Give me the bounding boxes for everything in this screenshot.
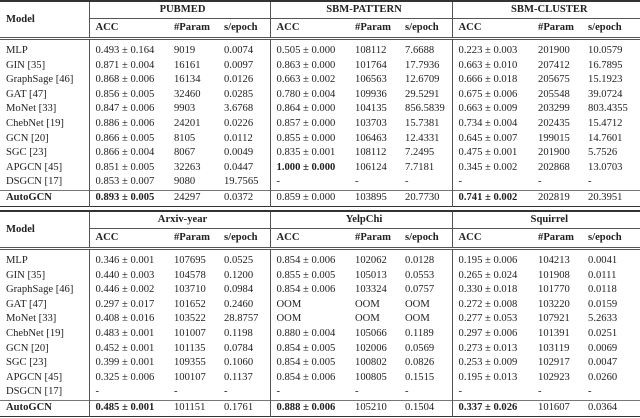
table-row [0, 400, 640, 416]
table-cell: 0.0251 [588, 327, 618, 339]
table-cell: 101391 [538, 327, 570, 339]
model-name: MLP [6, 255, 28, 266]
table-cell: 7.6688 [405, 45, 435, 56]
table-cell: 0.0118 [588, 284, 617, 296]
table-row [0, 190, 640, 206]
table-cell: 0.854 ± 0.006 [270, 371, 349, 386]
table-cell: 102917 [538, 357, 570, 369]
table-cell: 0.0111 [588, 269, 617, 281]
table-cell: 8067 [174, 147, 196, 159]
table-cell: 0.1200 [224, 269, 254, 281]
table-cell: 107921 [538, 313, 570, 325]
table-cell: 12.4331 [405, 132, 440, 144]
table-cell: 0.253 ± 0.009 [452, 356, 532, 371]
table-cell: 101007 [174, 327, 206, 339]
table-cell: 0.854 ± 0.005 [270, 342, 349, 357]
table-cell: 0.345 ± 0.002 [452, 161, 532, 176]
table-cell: 0.0074 [224, 45, 254, 56]
table-row [0, 117, 640, 132]
table-row [0, 269, 640, 284]
table-cell: 101764 [355, 59, 387, 71]
table-cell: OOM [270, 312, 349, 327]
table-cell: 101135 [174, 342, 206, 354]
column-header: s/epoch [405, 22, 439, 33]
table-cell: 19.7565 [224, 176, 259, 188]
column-header: ACC [89, 19, 168, 39]
table-cell: 32460 [174, 88, 201, 100]
table-cell: 0.1060 [224, 357, 254, 369]
model-name: DSGCN [17] [6, 176, 63, 188]
table-row [0, 298, 640, 313]
column-header: s/epoch [588, 232, 622, 243]
model-name: GIN [35] [6, 269, 46, 281]
table-cell: 9903 [174, 103, 196, 115]
table-cell: 0.854 ± 0.005 [270, 356, 349, 371]
table-cell: OOM [405, 298, 430, 310]
table-row [0, 88, 640, 103]
table-cell: 0.195 ± 0.006 [452, 249, 532, 269]
table-cell: 0.0525 [224, 255, 254, 266]
table-cell: 0.346 ± 0.001 [89, 249, 168, 269]
table-cell: 10.0579 [588, 45, 623, 56]
table-row [0, 356, 640, 371]
table-cell: 0.223 ± 0.003 [452, 39, 532, 59]
table-cell: 0.493 ± 0.164 [89, 39, 168, 59]
results-table-2 [0, 210, 640, 417]
column-header: ACC [89, 229, 168, 249]
table-cell: 199015 [538, 132, 570, 144]
table-cell: 0.399 ± 0.001 [89, 356, 168, 371]
table-cell: 856.5839 [405, 103, 445, 115]
table-cell: 0.0553 [405, 269, 435, 281]
table-cell: 203299 [538, 103, 570, 115]
table-cell: 101607 [538, 401, 570, 413]
table-cell: 20.3951 [588, 191, 623, 203]
table-cell: 202819 [538, 191, 570, 203]
table-cell: 0.485 ± 0.001 [89, 400, 168, 416]
table-cell: 0.0226 [224, 117, 254, 129]
table-cell: 0.1504 [405, 401, 435, 413]
table-cell: 0.0285 [224, 88, 254, 100]
table-cell: 0.277 ± 0.053 [452, 312, 532, 327]
table-cell: 101151 [174, 401, 206, 413]
model-name: MoNet [33] [6, 103, 57, 115]
table-cell: 0.871 ± 0.004 [89, 59, 168, 74]
column-header: ACC [452, 229, 532, 249]
table-cell: 0.866 ± 0.005 [89, 132, 168, 147]
table-cell: 100802 [355, 357, 387, 369]
table-cell: 101652 [174, 298, 206, 310]
table-cell: - [270, 175, 349, 190]
table-cell: 28.8757 [224, 313, 259, 325]
model-name: GCN [20] [6, 342, 49, 354]
dataset-header: YelpChi [270, 211, 452, 229]
table-cell: 14.7601 [588, 132, 623, 144]
table-cell: 0.483 ± 0.001 [89, 327, 168, 342]
table-cell: 16.7895 [588, 59, 623, 71]
column-header: #Param [174, 22, 210, 33]
table-cell: 101770 [538, 284, 570, 296]
table-cell: 0.835 ± 0.001 [270, 146, 349, 161]
table-cell: 7.7181 [405, 161, 435, 173]
table-row [0, 132, 640, 147]
table-row [0, 371, 640, 386]
model-name: APGCN [45] [6, 371, 63, 383]
model-name: GraphSage [46] [6, 284, 74, 296]
table-cell: 104135 [355, 103, 387, 115]
table-cell: 108112 [355, 45, 387, 56]
table-cell: 0.741 ± 0.002 [452, 190, 532, 206]
table-cell: - [174, 386, 178, 398]
table-cell: 0.330 ± 0.018 [452, 283, 532, 298]
table-cell: 0.866 ± 0.004 [89, 146, 168, 161]
table-cell: 103895 [355, 191, 387, 203]
table-cell: 0.666 ± 0.018 [452, 73, 532, 88]
table-cell: 103220 [538, 298, 570, 310]
table-cell: 202868 [538, 161, 570, 173]
table-cell: 0.888 ± 0.006 [270, 400, 349, 416]
table-cell: 15.1923 [588, 74, 623, 86]
table-cell: 0.0128 [405, 255, 435, 266]
table-cell: 0.337 ± 0.026 [452, 400, 532, 416]
table-cell: 106463 [355, 132, 387, 144]
table-cell: 103710 [174, 284, 206, 296]
table-cell: 24201 [174, 117, 201, 129]
model-name: GIN [35] [6, 59, 46, 71]
column-header: #Param [174, 232, 210, 243]
table-cell: 0.272 ± 0.008 [452, 298, 532, 313]
table-cell: 105210 [355, 401, 387, 413]
table-cell: 103324 [355, 284, 387, 296]
table-cell: 201900 [538, 147, 570, 159]
table-cell: 0.645 ± 0.007 [452, 132, 532, 147]
table-cell: 15.4712 [588, 117, 623, 129]
table-cell: 0.0049 [224, 147, 254, 159]
table-cell: 9019 [174, 45, 196, 56]
table-cell: 207412 [538, 59, 570, 71]
results-table-bottom [0, 210, 640, 417]
model-name: DSGCN [17] [6, 386, 63, 398]
model-header: Model [6, 13, 35, 25]
table-cell: 0.0447 [224, 161, 254, 173]
table-cell: 0.440 ± 0.003 [89, 269, 168, 284]
table-cell: 0.1137 [224, 371, 253, 383]
model-name: SGC [23] [6, 147, 47, 159]
column-header: ACC [270, 19, 349, 39]
column-header: #Param [355, 232, 391, 243]
dataset-header: Arxiv-year [89, 211, 270, 229]
table-cell: 39.0724 [588, 88, 623, 100]
table-cell: 0.0126 [224, 74, 254, 86]
table-cell: 0.857 ± 0.000 [270, 117, 349, 132]
table-row [0, 342, 640, 357]
table-cell: 104213 [538, 255, 570, 266]
table-cell: - [538, 176, 542, 188]
table-cell: 5.2633 [588, 313, 618, 325]
table-cell: - [588, 386, 592, 398]
table-cell: 105066 [355, 327, 387, 339]
table-cell: - [405, 386, 409, 398]
table-cell: 0.855 ± 0.000 [270, 132, 349, 147]
table-row [0, 283, 640, 298]
table-cell: 8105 [174, 132, 196, 144]
table-cell: 103119 [538, 342, 570, 354]
table-cell: - [538, 386, 542, 398]
table-cell: 0.856 ± 0.005 [89, 88, 168, 103]
table-cell: 0.868 ± 0.006 [89, 73, 168, 88]
column-header: s/epoch [224, 22, 258, 33]
table-cell: 15.7381 [405, 117, 440, 129]
table-cell: - [224, 386, 228, 398]
table-cell: 205675 [538, 74, 570, 86]
dataset-header: SBM-PATTERN [270, 1, 452, 19]
table-cell: 109355 [174, 357, 206, 369]
table-cell: 0.2460 [224, 298, 254, 310]
table-cell: 0.880 ± 0.004 [270, 327, 349, 342]
table-row [0, 385, 640, 400]
table-cell: 0.847 ± 0.006 [89, 102, 168, 117]
table-cell: 0.273 ± 0.013 [452, 342, 532, 357]
table-cell: 0.893 ± 0.005 [89, 190, 168, 206]
table-cell: OOM [355, 298, 380, 310]
table-cell: 803.4355 [588, 103, 628, 115]
table-cell: - [588, 176, 592, 188]
table-cell: 0.0159 [588, 298, 618, 310]
table-cell: 0.663 ± 0.002 [270, 73, 349, 88]
table-cell: 24297 [174, 191, 201, 203]
table-cell: 104578 [174, 269, 206, 281]
table-cell: - [355, 386, 359, 398]
table-cell: 20.7730 [405, 191, 440, 203]
table-cell: 0.854 ± 0.006 [270, 283, 349, 298]
table-cell: - [270, 385, 349, 400]
table-row [0, 249, 640, 269]
model-name: AutoGCN [6, 191, 52, 203]
table-row [0, 312, 640, 327]
table-cell: 0.1761 [224, 401, 254, 413]
table-cell: 0.408 ± 0.016 [89, 312, 168, 327]
dataset-header: SBM-CLUSTER [452, 1, 640, 19]
model-name: ChebNet [19] [6, 327, 64, 339]
table-cell: 0.675 ± 0.006 [452, 88, 532, 103]
table-cell: 0.1198 [224, 327, 253, 339]
table-cell: - [89, 385, 168, 400]
column-header: #Param [355, 22, 391, 33]
table-cell: 0.0112 [224, 132, 253, 144]
table-row [0, 146, 640, 161]
column-header: s/epoch [224, 232, 258, 243]
model-name: MoNet [33] [6, 313, 57, 325]
model-name: SGC [23] [6, 357, 47, 369]
table-cell: 0.265 ± 0.024 [452, 269, 532, 284]
dataset-header: PUBMED [89, 1, 270, 19]
table-cell: 1.000 ± 0.000 [270, 161, 349, 176]
table-cell: 0.0826 [405, 357, 435, 369]
table-cell: 0.0784 [224, 342, 254, 354]
table-cell: 0.1515 [405, 371, 435, 383]
column-header: s/epoch [588, 22, 622, 33]
table-cell: 5.7526 [588, 147, 618, 159]
model-header: Model [6, 223, 35, 235]
table-cell: 0.0757 [405, 284, 435, 296]
table-cell: OOM [270, 298, 349, 313]
column-header: #Param [538, 22, 574, 33]
results-table-top [0, 0, 640, 207]
table-cell: 32263 [174, 161, 201, 173]
table-cell: 16134 [174, 74, 201, 86]
table-cell: 0.0069 [588, 342, 618, 354]
table-cell: 0.0569 [405, 342, 435, 354]
table-cell: 105013 [355, 269, 387, 281]
table-cell: 107695 [174, 255, 206, 266]
table-cell: 0.851 ± 0.005 [89, 161, 168, 176]
table-cell: 108112 [355, 147, 387, 159]
table-cell: 13.0703 [588, 161, 623, 173]
table-cell: 202435 [538, 117, 570, 129]
table-cell: 0.886 ± 0.006 [89, 117, 168, 132]
table-cell: 100805 [355, 371, 387, 383]
table-cell: 0.475 ± 0.001 [452, 146, 532, 161]
model-name: GAT [47] [6, 88, 47, 100]
table-cell: 29.5291 [405, 88, 440, 100]
table-cell: 7.2495 [405, 147, 435, 159]
table-cell: 0.1189 [405, 327, 434, 339]
table-cell: 0.0372 [224, 191, 254, 203]
column-header: #Param [538, 232, 574, 243]
model-name: AutoGCN [6, 401, 52, 413]
table-cell: 0.505 ± 0.000 [270, 39, 349, 59]
table-cell: 0.855 ± 0.005 [270, 269, 349, 284]
model-name: APGCN [45] [6, 161, 63, 173]
table-cell: 0.0047 [588, 357, 618, 369]
dataset-header: Squirrel [452, 211, 640, 229]
table-cell: 101908 [538, 269, 570, 281]
table-cell: 0.863 ± 0.000 [270, 59, 349, 74]
model-name: GCN [20] [6, 132, 49, 144]
table-cell: OOM [355, 313, 380, 325]
table-cell: 0.663 ± 0.009 [452, 102, 532, 117]
table-cell: - [355, 176, 359, 188]
table-cell: - [452, 175, 532, 190]
table-cell: 3.6768 [224, 103, 254, 115]
table-cell: - [405, 176, 409, 188]
table-row [0, 102, 640, 117]
table-row [0, 59, 640, 74]
table-cell: 0.854 ± 0.006 [270, 249, 349, 269]
model-name: GraphSage [46] [6, 74, 74, 86]
table-cell: 0.864 ± 0.000 [270, 102, 349, 117]
table-row [0, 175, 640, 190]
table-cell: 0.297 ± 0.017 [89, 298, 168, 313]
table-cell: 0.0097 [224, 59, 254, 71]
table-cell: 106563 [355, 74, 387, 86]
table-cell: 0.859 ± 0.000 [270, 190, 349, 206]
table-cell: 0.446 ± 0.002 [89, 283, 168, 298]
table-cell: 9080 [174, 176, 196, 188]
table-cell: 0.325 ± 0.006 [89, 371, 168, 386]
table-cell: 103522 [174, 313, 206, 325]
table-cell: - [452, 385, 532, 400]
table-cell: 103703 [355, 117, 387, 129]
table-cell: 109936 [355, 88, 387, 100]
model-name: ChebNet [19] [6, 117, 64, 129]
table-cell: 0.297 ± 0.006 [452, 327, 532, 342]
table-cell: 102062 [355, 255, 387, 266]
table-cell: 0.663 ± 0.010 [452, 59, 532, 74]
model-name: MLP [6, 45, 28, 56]
table-row [0, 73, 640, 88]
table-cell: 16161 [174, 59, 201, 71]
table-cell: 106124 [355, 161, 387, 173]
column-header: s/epoch [405, 232, 439, 243]
table-row [0, 327, 640, 342]
model-name: GAT [47] [6, 298, 47, 310]
table-cell: 102923 [538, 371, 570, 383]
table-cell: 0.0984 [224, 284, 254, 296]
table-cell: 12.6709 [405, 74, 440, 86]
table-cell: 205548 [538, 88, 570, 100]
column-header: ACC [270, 229, 349, 249]
table-cell: 102006 [355, 342, 387, 354]
table-cell: 0.0364 [588, 401, 618, 413]
table-cell: 0.452 ± 0.001 [89, 342, 168, 357]
table-cell: 0.780 ± 0.004 [270, 88, 349, 103]
table-cell: 0.0260 [588, 371, 618, 383]
table-cell: 0.853 ± 0.007 [89, 175, 168, 190]
table-cell: 17.7936 [405, 59, 440, 71]
table-cell: 100107 [174, 371, 206, 383]
table-cell: 0.195 ± 0.013 [452, 371, 532, 386]
results-table-1 [0, 0, 640, 207]
table-cell: 201900 [538, 45, 570, 56]
table-row [0, 39, 640, 59]
table-cell: OOM [405, 313, 430, 325]
table-cell: 0.734 ± 0.004 [452, 117, 532, 132]
column-header: ACC [452, 19, 532, 39]
table-row [0, 161, 640, 176]
table-cell: 0.0041 [588, 255, 618, 266]
